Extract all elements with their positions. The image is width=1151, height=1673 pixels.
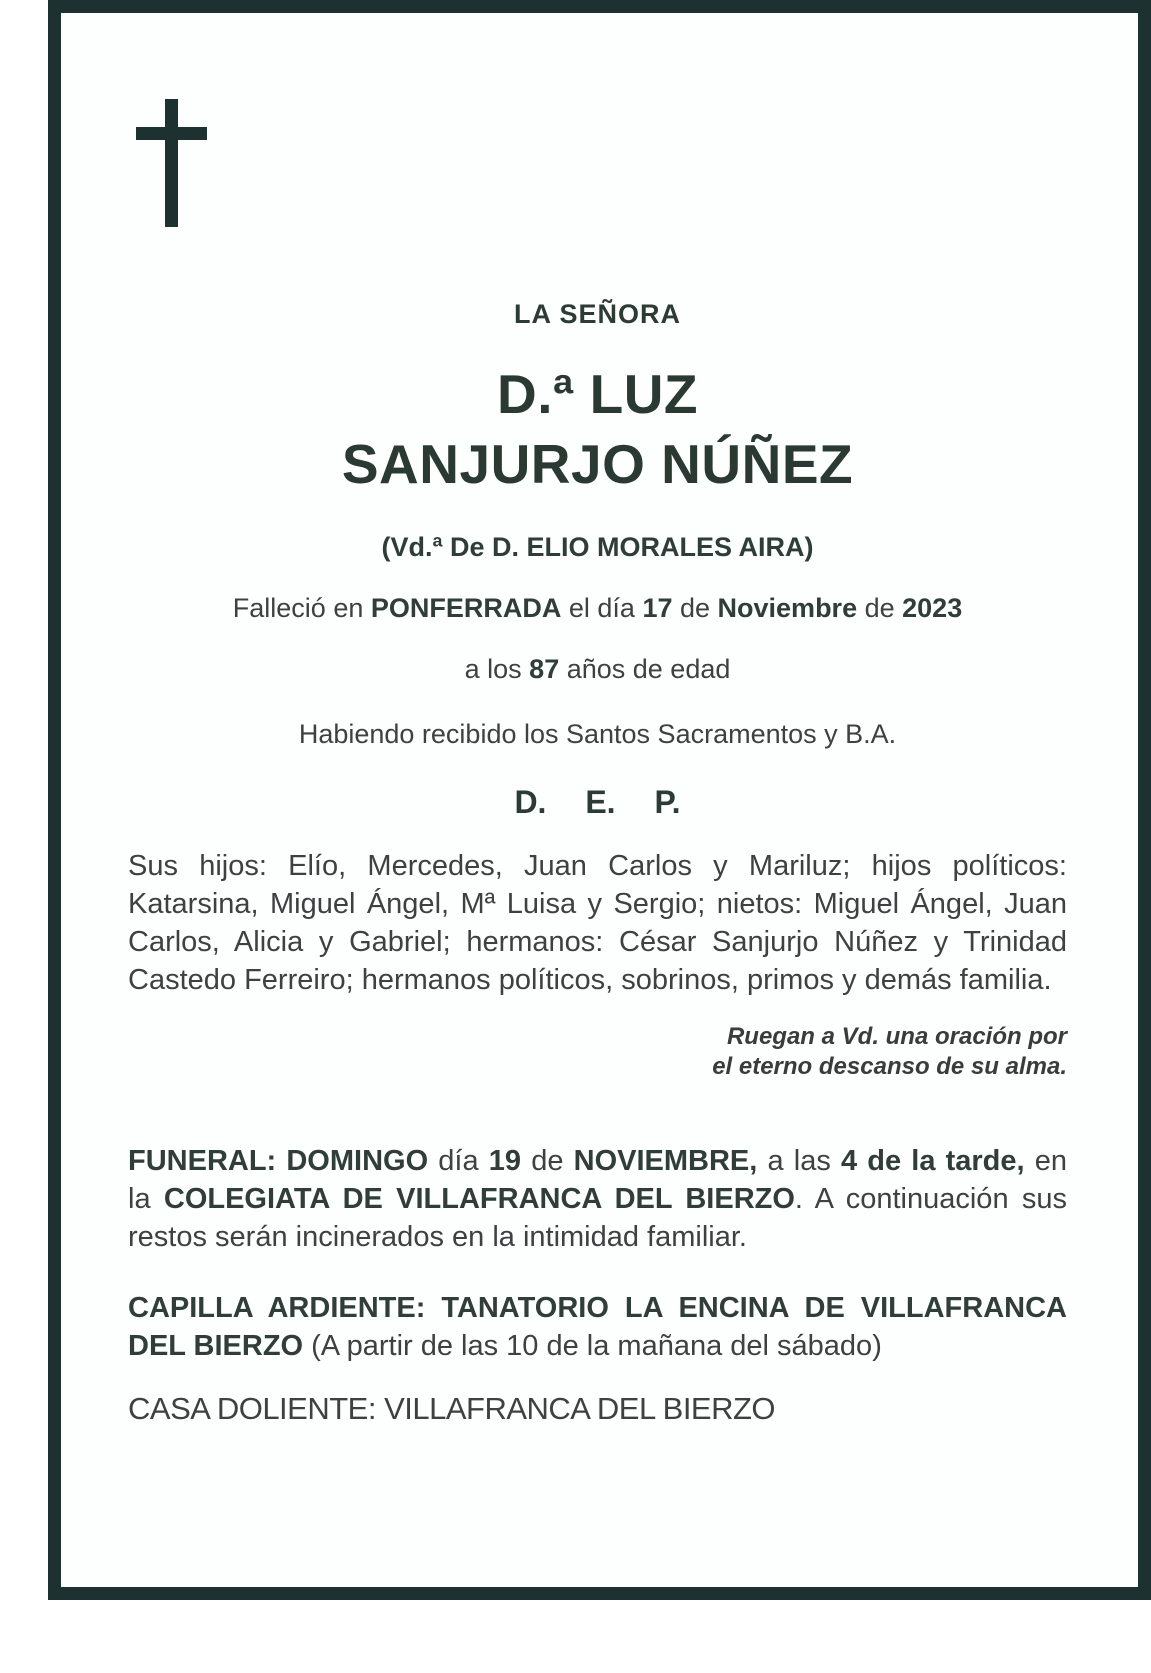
death-place-date-line: Falleció en PONFERRADA el día 17 de Noviembre de 2023 xyxy=(232,592,963,623)
cross-icon xyxy=(136,99,207,227)
dep-abbreviation: D. E. P. xyxy=(514,783,681,820)
age-line: a los 87 años de edad xyxy=(464,653,731,684)
cross-vertical-bar xyxy=(165,99,178,227)
prayer-line1: Ruegan a Vd. una oración por xyxy=(726,1022,1067,1050)
mourning-house-line: CASA DOLIENTE: VILLAFRANCA DEL BIERZO xyxy=(128,1391,776,1427)
chapel-paragraph: CAPILLA ARDIENTE: TANATORIO LA ENCINA DE VILLAFRANCA DEL BIERZO (A partir de las 10 de la mañana del sábado) xyxy=(128,1291,1067,1362)
deceased-name-line2: SANJURJO NÚÑEZ xyxy=(341,432,854,495)
widow-of-line: (Vd.ª De D. ELIO MORALES AIRA) xyxy=(381,531,814,562)
esquela-content xyxy=(61,99,1138,1673)
deceased-name-line1: D.ª LUZ xyxy=(496,363,699,425)
funeral-paragraph: FUNERAL: DOMINGO día 19 de NOVIEMBRE, a las 4 de la tarde, en la COLEGIATA DE VILLAFRANCA DEL BIERZO. A continuación sus restos serán incinerados en la intimidad familiar. xyxy=(128,1144,1068,1254)
deceased-name xyxy=(128,360,1067,500)
family-paragraph: Sus hijos: Elío, Mercedes, Juan Carlos y Mariluz; hijos políticos: Katarsina, Miguel Ángel, Mª Luisa y Sergio; nietos: Miguel Ángel, Juan Carlos, Alicia y Gabriel; hermanos: César Sanjurjo Núñez y Trinidad Castedo Ferreiro; hermanos políticos, sobrinos, primos y demás familia. xyxy=(128,849,1067,997)
prayer-line2: el eterno descanso de su alma. xyxy=(712,1052,1067,1080)
cross-horizontal-bar xyxy=(136,127,207,140)
prayer-request xyxy=(128,1022,1067,1082)
honorific-title: LA SEÑORA xyxy=(513,299,681,329)
esquela-frame xyxy=(48,0,1151,1600)
sacraments-line: Habiendo recibido los Santos Sacramentos y B.A. xyxy=(298,718,897,749)
